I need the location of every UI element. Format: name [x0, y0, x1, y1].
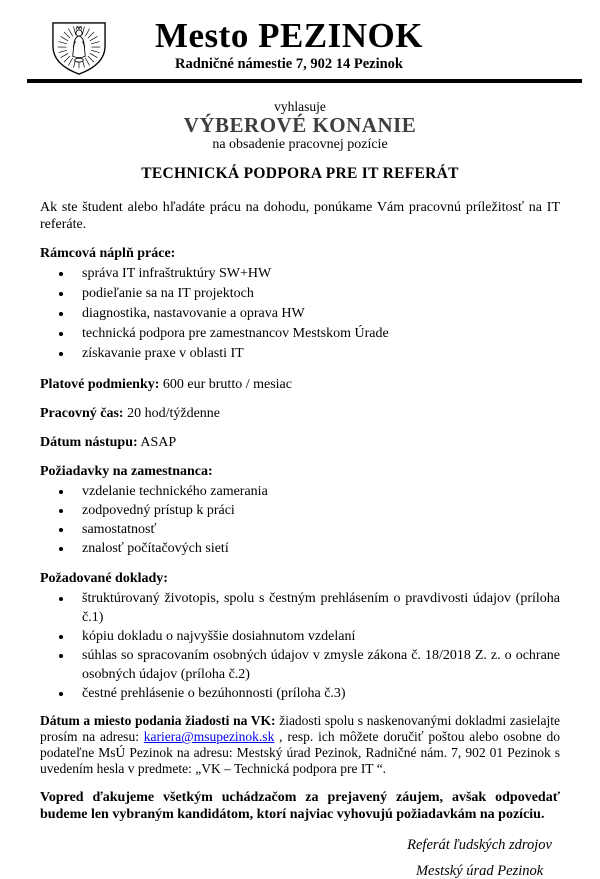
- salary-label: Platové podmienky:: [40, 377, 160, 392]
- list-item: • technická podpora pre zamestnancov Mestskom Úrade: [73, 324, 560, 344]
- header-titles: [0, 18, 578, 73]
- intro-paragraph: Ak ste študent alebo hľadáte prácu na dohodu, ponúkame Vám pracovnú príležitosť na IT referáte.: [40, 200, 560, 232]
- signature-block: [407, 837, 552, 879]
- list-item: • správa IT infraštruktúry SW+HW: [73, 264, 560, 284]
- duties-heading: Rámcová náplň práce:: [40, 246, 176, 261]
- start-date-value: ASAP: [137, 435, 177, 450]
- list-item: • znalosť počítačových sietí: [73, 539, 560, 558]
- signature-department: Referát ľudských zdrojov: [407, 837, 552, 853]
- announcement-block: [0, 99, 600, 153]
- announcement-verb: vyhlasuje: [274, 99, 326, 114]
- organization-address: Radničné námestie 7, 902 14 Pezinok: [175, 56, 403, 72]
- document-header: [0, 0, 600, 85]
- documents-heading: Požadované doklady:: [40, 571, 168, 586]
- document-body: [40, 199, 560, 879]
- application-label: Dátum a miesto podania žiadosti na VK:: [40, 713, 276, 728]
- header-divider: [27, 79, 582, 83]
- application-paragraph: [40, 713, 560, 777]
- list-item: • diagnostika, nastavovanie a oprava HW: [73, 304, 560, 324]
- list-item: • zodpovedný prístup k práci: [73, 501, 560, 520]
- list-item: • čestné prehlásenie o bezúhonnosti (príloha č.3): [73, 684, 560, 703]
- start-date-label: Dátum nástupu:: [40, 435, 138, 450]
- signature-office: Mestský úrad Pezinok: [415, 863, 544, 879]
- salary-value: 600 eur brutto / mesiac: [159, 377, 292, 392]
- hours-field: [40, 405, 560, 422]
- duties-list: [40, 264, 560, 364]
- list-item: • vzdelanie technického zamerania: [73, 482, 560, 501]
- requirements-heading: Požiadavky na zamestnanca:: [40, 464, 213, 479]
- list-item: • súhlas so spracovaním osobných údajov v zmysle zákona č. 18/2018 Z. z. o ochrane osobných údajov (príloha č.2): [73, 646, 560, 684]
- application-text-after: , resp. ich môžete doručiť poštou alebo osobne do podateľne MsÚ Pezinok na adresu: Mestský úrad Pezinok, Radničné nám. 7, 902 01 Pezinok s uvedením hesla v predmete: „VK – Technická podpora pre IT “.: [40, 729, 560, 776]
- closing-paragraph: Vopred ďakujeme všetkým uchádzačom za prejavený záujem, avšak odpovedať budeme len vybraným kandidátom, ktorí najviac vyhovujú požiadavkám na pozíciu.: [40, 790, 560, 822]
- list-item: • získavanie praxe v oblasti IT: [73, 344, 560, 364]
- hours-label: Pracovný čas:: [40, 406, 124, 421]
- start-date-field: [40, 434, 560, 451]
- requirements-list: [40, 482, 560, 558]
- list-item: • samostatnosť: [73, 520, 560, 539]
- list-item: • kópiu dokladu o najvyššie dosiahnutom vzdelaní: [73, 627, 560, 646]
- organization-name: Mesto PEZINOK: [154, 16, 423, 55]
- application-text-before: žiadosti spolu s naskenovanými dokladmi zasielajte prosím na adresu:: [40, 713, 560, 744]
- email-link[interactable]: kariera@msupezinok.sk: [143, 729, 275, 744]
- list-item: • podieľanie sa na IT projektoch: [73, 284, 560, 304]
- hours-value: 20 hod/týždenne: [123, 406, 221, 421]
- position-title: TECHNICKÁ PODPORA PRE IT REFERÁT: [141, 165, 459, 182]
- announcement-subtitle: na obsadenie pracovnej pozície: [212, 137, 388, 152]
- list-item: • štruktúrovaný životopis, spolu s čestným prehlásením o pravdivosti údajov (príloha č.1): [73, 589, 560, 627]
- selection-procedure-title: VÝBEROVÉ KONANIE: [183, 113, 417, 137]
- documents-list: [40, 589, 560, 703]
- salary-field: [40, 376, 560, 393]
